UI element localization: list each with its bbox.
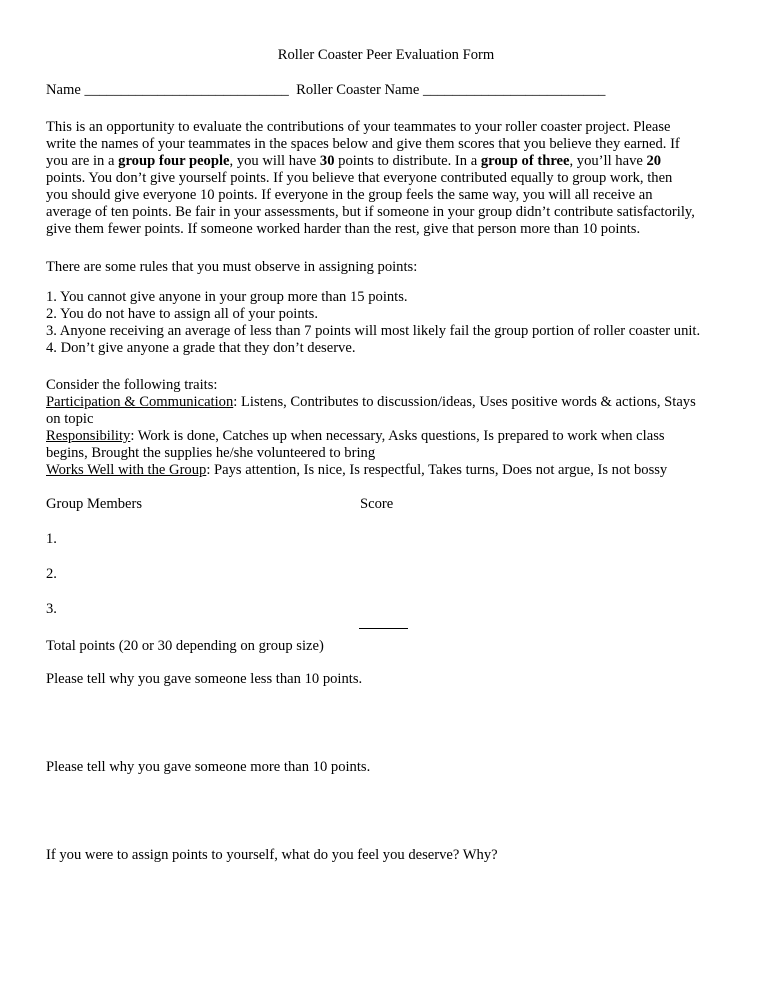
intro-paragraph bbox=[46, 119, 726, 238]
rules-lead: There are some rules that you must observe in assigning points: bbox=[46, 259, 418, 275]
name-label: Name bbox=[46, 82, 81, 98]
member-row-2[interactable]: 2. bbox=[46, 566, 57, 582]
rule-item: 2. You do not have to assign all of your points. bbox=[46, 306, 319, 322]
intro-line-points: you are in a group four people, you will have 30 points to distribute. In a group of three, you’ll have 20 bbox=[46, 153, 662, 169]
traits-section bbox=[46, 377, 726, 479]
trait-responsibility: Responsibility: Work is done, Catches up when necessary, Asks questions, Is prepared to work when class bbox=[46, 428, 665, 444]
rule-item: 1. You cannot give anyone in your group more than 15 points. bbox=[46, 289, 408, 305]
page-title: Roller Coaster Peer Evaluation Form bbox=[277, 47, 495, 63]
header-fields bbox=[46, 82, 605, 99]
name-blank[interactable]: ____________________________ bbox=[84, 82, 289, 98]
intro-line: points. You don’t give yourself points. If you believe that everyone contributed equally to group work, then bbox=[46, 170, 673, 186]
coaster-name-label: Roller Coaster Name bbox=[296, 82, 420, 98]
group-members-header: Group Members bbox=[46, 496, 143, 512]
intro-line: This is an opportunity to evaluate the contributions of your teammates to your roller coaster project. Please bbox=[46, 119, 671, 135]
trait-responsibility-cont: begins, Brought the supplies he/she volunteered to bring bbox=[46, 445, 376, 461]
trait-participation-cont: on topic bbox=[46, 411, 94, 427]
rules-list bbox=[46, 289, 726, 357]
intro-line: average of ten points. Be fair in your assessments, but if someone in your group didn’t contribute satisfactorily, bbox=[46, 204, 695, 220]
coaster-name-blank[interactable]: _________________________ bbox=[422, 82, 606, 98]
total-points-label: Total points (20 or 30 depending on group size) bbox=[46, 638, 324, 654]
member-row-1[interactable]: 1. bbox=[46, 531, 57, 547]
rule-item: 4. Don’t give anyone a grade that they don’t deserve. bbox=[46, 340, 356, 356]
score-header: Score bbox=[360, 496, 394, 512]
intro-line: write the names of your teammates in the spaces below and give them scores that you believe they earned. If bbox=[46, 136, 680, 152]
question-self-points: If you were to assign points to yourself, what do you feel you deserve? Why? bbox=[46, 847, 498, 863]
trait-group: Works Well with the Group: Pays attention, Is nice, Is respectful, Takes turns, Does not argue, Is not bossy bbox=[46, 462, 668, 478]
total-score-blank[interactable] bbox=[359, 628, 408, 629]
trait-participation: Participation & Communication: Listens, Contributes to discussion/ideas, Uses positive words & actions, Stays bbox=[46, 394, 696, 410]
rule-item: 3. Anyone receiving an average of less than 7 points will most likely fail the group portion of roller coaster unit. bbox=[46, 323, 701, 339]
intro-line: give them fewer points. If someone worked harder than the rest, give that person more than 10 points. bbox=[46, 221, 641, 237]
question-more-than-10: Please tell why you gave someone more than 10 points. bbox=[46, 759, 371, 775]
question-less-than-10: Please tell why you gave someone less than 10 points. bbox=[46, 671, 363, 687]
intro-line: you should give everyone 10 points. If everyone in the group feels the same way, you will all receive an bbox=[46, 187, 653, 203]
traits-lead: Consider the following traits: bbox=[46, 377, 218, 393]
member-row-3[interactable]: 3. bbox=[46, 601, 57, 617]
